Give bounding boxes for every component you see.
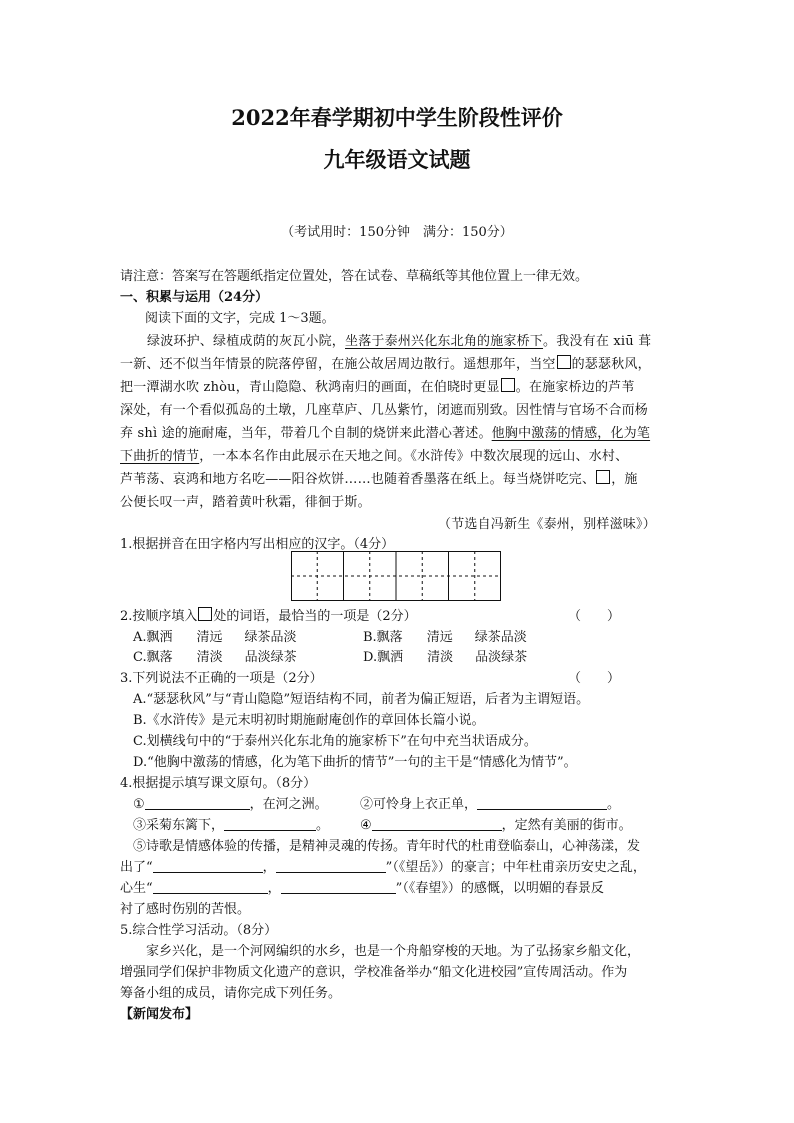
answer-parentheses[interactable]: （ ）	[568, 609, 621, 624]
option-word: A.飘洒	[133, 630, 173, 645]
option-word: 品淡绿茶	[244, 650, 297, 665]
option-word: 清淡	[427, 650, 454, 665]
underlined-sentence: 坐落于泰州兴化东北角的施家桥下	[345, 334, 544, 349]
option-c	[133, 646, 297, 665]
option-word: 清远	[196, 630, 223, 645]
answer-parentheses[interactable]: （ ）	[568, 671, 621, 686]
q3-option-b: B.《水浒传》是元末明初时期施耐庵创作的章回体长篇小说。	[133, 713, 485, 728]
option-word: D.飘洒	[363, 650, 404, 665]
notice: 请注意：答案写在答题纸指定位置处，答在试卷、草稿纸等其他位置上一律无效。	[120, 269, 589, 284]
item-number: ④	[360, 818, 372, 833]
passage-source: （节选自冯新生《泰州，别样滋味》）	[438, 517, 656, 532]
passage-line-2	[120, 353, 651, 372]
item-text: 。	[316, 818, 330, 833]
q4-item-2	[360, 793, 620, 812]
q4-item-5-line-3	[120, 877, 604, 896]
passage-line-4: 深处，有一个看似孤岛的土墩，几座草庐、几丛紫竹，闭遮而别致。因性情与官场不合而杨	[120, 403, 649, 418]
passage-text: ，施	[611, 472, 638, 487]
q3-option-a: A.“瑟瑟秋风”与“青山隐隐”短语结构不同，前者为偏正短语，后者为主谓短语。	[133, 692, 590, 707]
item-text: ，定然有美丽的街市。	[501, 818, 632, 833]
answer-blank[interactable]	[145, 797, 250, 810]
item-text: ，在河之洲。	[249, 797, 328, 812]
option-d	[363, 646, 527, 665]
answer-blank[interactable]	[281, 881, 396, 894]
exam-subtitle: 九年级语文试题	[323, 147, 471, 172]
blank-box	[501, 378, 515, 392]
tianzige-grid[interactable]	[291, 551, 501, 601]
passage-text: 把一潭湖水吹 zhòu，青山隐隐、秋鸿南归的画面，在伯晓时更显	[120, 380, 500, 395]
passage-text: 。我没有在 xiū 葺	[543, 334, 652, 349]
exam-info: （考试用时：150分钟 满分：150分）	[281, 225, 513, 240]
question-4: 4.根据提示填写课文原句。（8分）	[120, 776, 317, 791]
blank-box	[198, 607, 212, 621]
passage-line-5	[120, 422, 650, 441]
passage-text: 。在施家桥边的芦苇	[515, 380, 635, 395]
question-5: 5.综合性学习活动。（8分）	[120, 923, 278, 938]
item-text: ，	[262, 860, 276, 875]
q3-option-d: D.“他胸中激荡的情感，化为笔下曲折的情节”一句的主干是“情感化为情节”。	[133, 755, 577, 770]
passage-text: 的瑟瑟秋风，	[571, 357, 651, 372]
question-text: 2.按顺序填入	[120, 609, 198, 624]
underlined-sentence: 下曲折的情节	[120, 449, 200, 464]
passage-text: 芦苇荡、哀鸿和地方名吃——阳谷炊饼……也随着香墨落在纸上。每当烧饼吃完、	[120, 472, 596, 487]
blank-box	[596, 470, 610, 484]
exam-title: 2022年春学期初中学生阶段性评价	[231, 105, 563, 130]
item-text: 。	[607, 797, 621, 812]
passage-line-7	[120, 468, 638, 487]
item-text: 出了“	[120, 860, 153, 875]
item-text: ，	[267, 881, 281, 896]
q4-item-3	[133, 814, 329, 833]
q4-item-1	[133, 793, 328, 812]
answer-blank[interactable]	[153, 881, 268, 894]
question-text: 处的词语，最恰当的一项是（2分）	[213, 609, 417, 624]
item-text: ”（《望岳》）的豪言；中年杜甫亲历安史之乱，	[385, 860, 646, 875]
answer-blank[interactable]	[224, 818, 316, 831]
passage-text: 绿波环护、绿植成荫的灰瓦小院，	[147, 334, 346, 349]
question-3: 3.下列说法不正确的一项是（2分）	[120, 671, 323, 686]
q4-item-5-line-2	[120, 856, 646, 875]
blank-box	[557, 355, 571, 369]
option-word: 清淡	[196, 650, 223, 665]
option-b	[363, 626, 527, 645]
news-release-heading: 【新闻发布】	[120, 1007, 199, 1022]
answer-blank[interactable]	[372, 818, 502, 831]
item-text: ”（《春望》）的感慨，以明媚的春景反	[395, 881, 604, 896]
item-text: ③采菊东篱下，	[133, 818, 225, 833]
passage-text: ，一本本名作由此展示在天地之间。《水浒传》中数次展现的远山、水村、	[199, 449, 629, 464]
passage-line-1	[147, 330, 651, 349]
q3-option-c: C.划横线句中的“于泰州兴化东北角的施家桥下”在句中充当状语成分。	[133, 734, 537, 749]
passage-line-6	[120, 445, 628, 464]
passage-line-3	[120, 376, 635, 395]
q4-item-5-line-1: ⑤诗歌是情感体验的传播，是精神灵魂的传扬。青年时代的杜甫登临泰山，心神荡漾，发	[133, 839, 641, 854]
q4-item-5-line-4: 衬了感时伤别的苦恨。	[120, 902, 251, 917]
passage-text: 一新、还不似当年情景的院落停留，在施公故居周边散行。遥想那年，当空	[120, 357, 556, 372]
option-word: 品淡绿茶	[475, 650, 528, 665]
answer-blank[interactable]	[153, 860, 263, 873]
option-word: B.飘落	[363, 630, 403, 645]
underlined-sentence: 他胸中激荡的情感，化为笔	[491, 426, 651, 441]
section-heading: 一、积累与运用（24分）	[120, 290, 269, 305]
option-word: C.飘落	[133, 650, 173, 665]
item-text: ②可怜身上衣正单，	[360, 797, 478, 812]
answer-blank[interactable]	[276, 860, 386, 873]
q5-paragraph-line-3: 筹备小组的成员，请你完成下列任务。	[120, 986, 342, 1001]
option-word: 清远	[426, 630, 453, 645]
section-intro: 阅读下面的文字，完成 1～3题。	[145, 311, 335, 326]
option-word: 绿茶品淡	[474, 630, 527, 645]
item-text: 心生“	[120, 881, 153, 896]
question-2	[120, 605, 417, 624]
item-number: ①	[133, 797, 145, 812]
question-1: 1.根据拼音在田字格内写出相应的汉字。（4分）	[120, 537, 395, 552]
q5-paragraph-line-1: 家乡兴化，是一个河网编织的水乡，也是一个舟船穿梭的天地。为了弘扬家乡船文化，	[146, 944, 641, 959]
option-word: 绿茶品淡	[244, 630, 297, 645]
q4-item-4	[360, 814, 632, 833]
q5-paragraph-line-2: 增强同学们保护非物质文化遗产的意识，学校准备举办“船文化进校园”宣传周活动。作为	[120, 965, 628, 980]
option-a	[133, 626, 297, 645]
passage-line-8: 公便长叹一声，踏着黄叶秋霜，徘徊于斯。	[120, 495, 371, 510]
passage-text: 弃 shì 途的施耐庵，当年，带着几个自制的烧饼来此潜心著述。	[120, 426, 492, 441]
answer-blank[interactable]	[477, 797, 607, 810]
